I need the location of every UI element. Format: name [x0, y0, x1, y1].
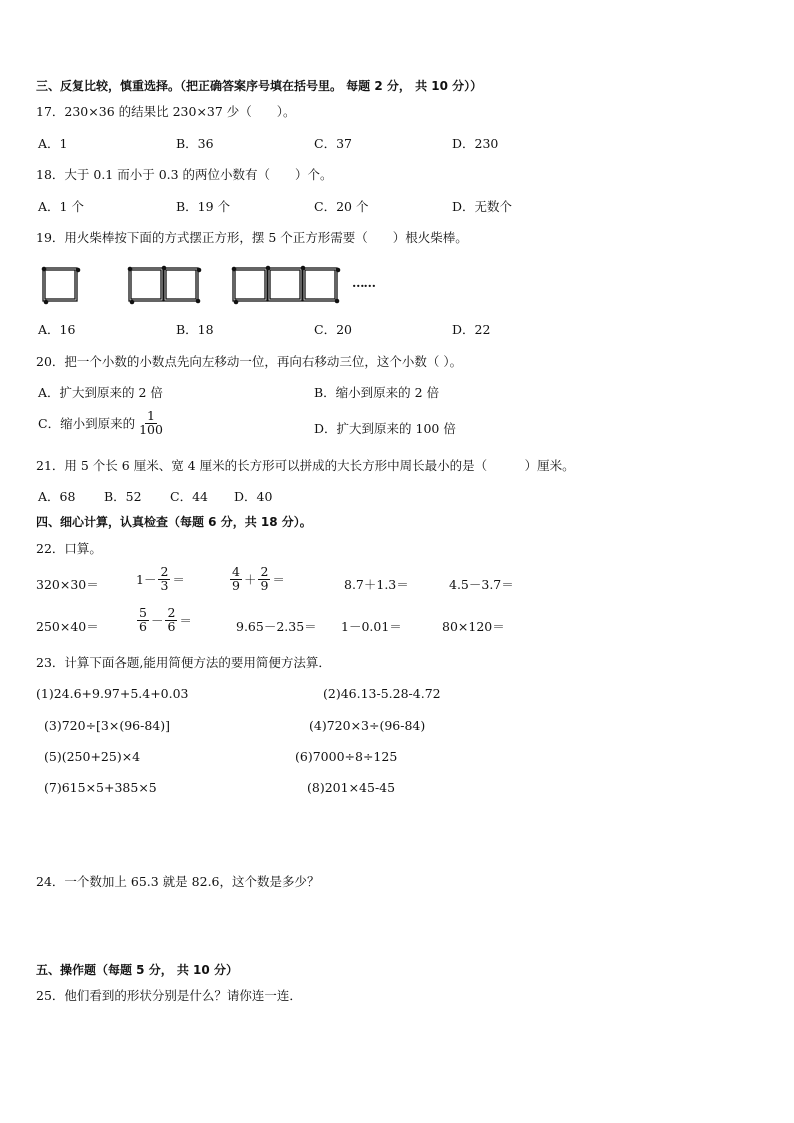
q18-option-c: C．20 个	[314, 199, 369, 214]
q20-option-d: D．扩大到原来的 100 倍	[314, 421, 456, 436]
calc-r1-c-equals: ＝	[272, 572, 285, 587]
q23-item-5: (5)(250+25)×4	[44, 749, 141, 764]
q17-option-c: C．37	[314, 136, 352, 151]
q23-item-4: (4)720×3÷(96-84)	[309, 718, 426, 733]
question-17: 17．230×36 的结果比 230×37 少（ ）。	[36, 104, 296, 119]
calc-r1-c-fraction-1	[230, 566, 242, 592]
question-19: 19．用火柴棒按下面的方式摆正方形，摆 5 个正方形需要（ ）根火柴棒。	[36, 230, 468, 245]
fraction-denominator: 6	[139, 618, 147, 634]
fraction-numerator: 2	[160, 564, 169, 579]
q23-item-8: (8)201×45-45	[307, 780, 396, 795]
calc-r2-b-fraction-1	[137, 607, 149, 633]
q18-option-a: A．1 个	[38, 199, 84, 214]
calc-r1-b-fraction	[158, 566, 170, 592]
q18-option-b: B．19 个	[176, 199, 231, 214]
calc-r1-b-equals: ＝	[172, 572, 185, 587]
section-4-title: 四、细心计算，认真检查（每题 6 分，共 18 分）。	[36, 515, 312, 529]
section-5-title: 五、操作题（每题 5 分， 共 10 分）	[36, 963, 238, 977]
q21-option-c: C．44	[170, 489, 208, 504]
question-25: 25．他们看到的形状分别是什么？请你连一连．	[36, 988, 302, 1003]
calc-r2-b-equals: ＝	[179, 613, 192, 628]
fraction-denominator: 3	[160, 577, 169, 593]
q23-item-3: (3)720÷[3×(96-84)]	[44, 718, 171, 733]
fraction-numerator: 4	[232, 564, 240, 579]
q23-item-1: (1)24.6+9.97+5.4+0.03	[36, 686, 189, 701]
question-21: 21．用 5 个长 6 厘米、宽 4 厘米的长方形可以拼成的大长方形中周长最小的是（ ）厘米。	[36, 458, 575, 473]
fraction-numerator: 1	[147, 408, 155, 423]
calc-r1-b	[136, 566, 185, 592]
q21-option-a: A．68	[38, 489, 76, 504]
fraction-numerator: 2	[167, 605, 176, 620]
fraction-numerator: 5	[139, 605, 147, 620]
q21-option-d: D．40	[234, 489, 273, 504]
q20-option-c	[38, 410, 165, 436]
question-20: 20．把一个小数的小数点先向左移动一位，再向右移动三位，这个小数（ ）。	[36, 354, 463, 369]
calc-r2-a: 250×40＝	[36, 619, 99, 634]
fraction-denominator: 6	[167, 618, 176, 634]
calc-r1-d: 8.7＋1.3＝	[344, 577, 409, 592]
question-18: 18．大于 0.1 而小于 0.3 的两位小数有（ ）个。	[36, 167, 333, 182]
q17-option-a: A．1	[38, 136, 68, 151]
q19-option-b: B．18	[176, 322, 214, 337]
calc-r2-b	[137, 607, 192, 633]
calc-r1-c-operator: ＋	[243, 572, 257, 587]
q18-option-d: D．无数个	[452, 199, 513, 214]
calc-r1-e: 4.5－3.7＝	[449, 577, 514, 592]
q20-option-b: B．缩小到原来的 2 倍	[314, 385, 440, 400]
calc-r2-b-operator: －	[150, 613, 164, 628]
fraction-denominator: 100	[139, 421, 163, 437]
fraction-denominator: 9	[260, 577, 269, 593]
calc-r2-d: 1－0.01＝	[341, 619, 402, 634]
q23-item-2: (2)46.13-5.28-4.72	[323, 686, 441, 701]
q20-option-c-prefix: C．缩小到原来的	[38, 416, 136, 431]
q23-item-7: (7)615×5+385×5	[44, 780, 157, 795]
fraction-denominator: 9	[232, 577, 240, 593]
q19-ellipsis: ……	[352, 275, 375, 290]
q19-option-c: C．20	[314, 322, 352, 337]
question-23: 23．计算下面各题,能用简便方法的要用简便方法算．	[36, 655, 331, 670]
section-3-title: 三、反复比较，慎重选择。（把正确答案序号填在括号里。 每题 2 分， 共 10 分））	[36, 79, 483, 93]
q19-option-a: A．16	[38, 322, 76, 337]
calc-r1-a: 320×30＝	[36, 577, 99, 592]
q19-option-d: D．22	[452, 322, 491, 337]
q20-option-c-fraction	[137, 410, 165, 436]
calc-r1-b-prefix: 1－	[136, 572, 157, 587]
calc-r2-c: 9.65－2.35＝	[236, 619, 317, 634]
matchstick-squares-figure	[36, 262, 356, 308]
calc-r2-b-fraction-2	[165, 607, 177, 633]
q17-option-b: B．36	[176, 136, 214, 151]
calc-r2-e: 80×120＝	[442, 619, 505, 634]
q21-option-b: B．52	[104, 489, 142, 504]
calc-r1-c-fraction-2	[258, 566, 270, 592]
q17-option-d: D．230	[452, 136, 499, 151]
calc-r1-c	[230, 566, 285, 592]
q23-item-6: (6)7000÷8÷125	[295, 749, 398, 764]
question-22: 22．口算。	[36, 541, 102, 556]
question-24: 24．一个数加上 65.3 就是 82.6，这个数是多少？	[36, 874, 320, 889]
fraction-numerator: 2	[260, 564, 269, 579]
q20-option-a: A．扩大到原来的 2 倍	[38, 385, 163, 400]
